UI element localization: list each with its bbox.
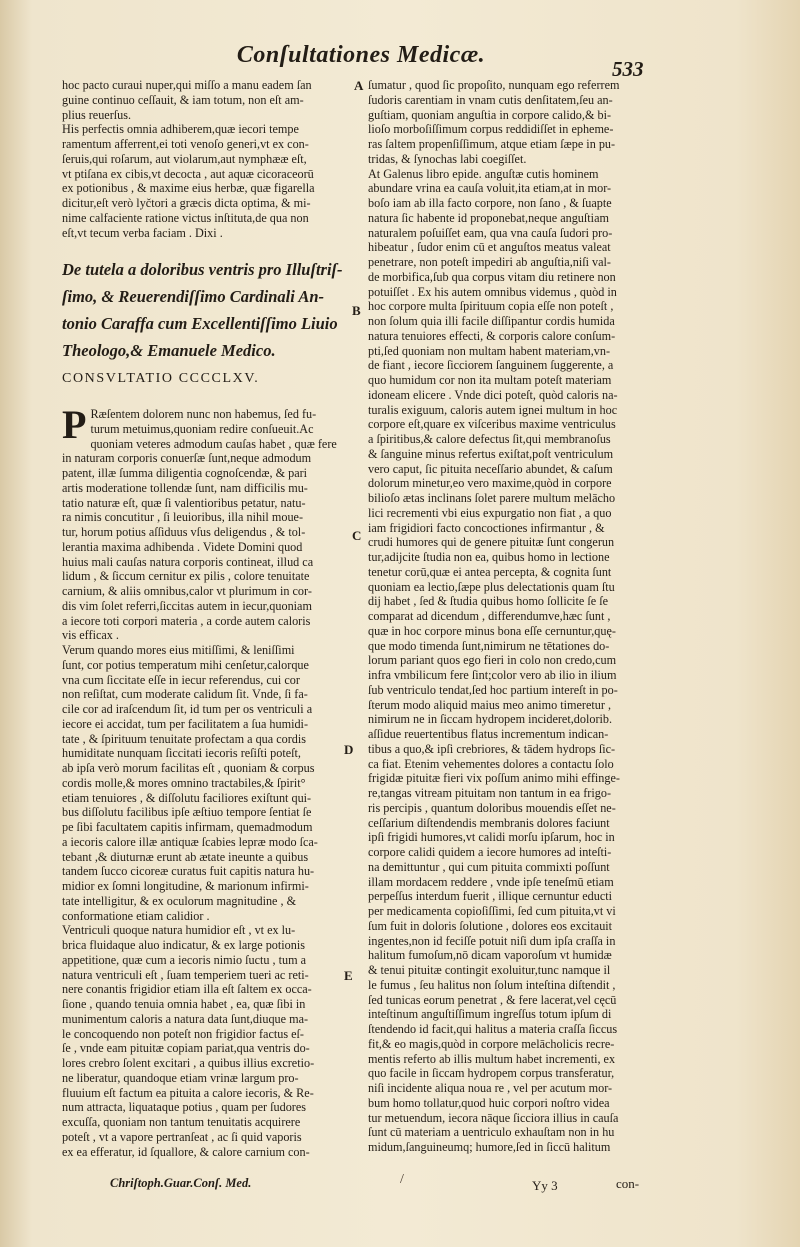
text-line: non reſiſtat, cum moderate calidum ſit. Vnde, ſi fa- bbox=[62, 687, 308, 702]
text-line: que modo timenda ſunt,nimirum ne tētationes do- bbox=[368, 638, 610, 653]
text-line: ſione , quando tenuia omnia habet , ea, quæ ſibi in bbox=[62, 997, 306, 1011]
text-line: ab ipſa verò morum facilitas eſt , quoniam & corpus bbox=[62, 761, 315, 775]
text-line: tate intelligitur, & ex oculorum magnitudine , & bbox=[62, 893, 297, 908]
text-line: quo humidum cor non ita multam poteſt materiam bbox=[368, 373, 612, 387]
text-line: naturalem poſuiſſet eam, qua vna cauſa ſudori pro- bbox=[368, 225, 613, 240]
text-line: illam mordacem reddere , vnde ipſe teneſmū etiam bbox=[368, 874, 614, 889]
heading-line: De tutela a doloribus ventris pro Illuſtriſ- bbox=[62, 260, 343, 280]
text-line: vis efficax . bbox=[62, 628, 119, 643]
text-line: plius reuerſus. bbox=[62, 107, 132, 122]
gathering-signature: Yy 3 bbox=[532, 1178, 558, 1193]
left-column bbox=[62, 78, 352, 1159]
text-line: tandem ſucco cicoreæ curatus fuit capitis natura hu- bbox=[62, 864, 315, 879]
text-line: halitum fumoſum,nō dicam vaporoſum vt humidæ bbox=[368, 948, 612, 963]
text-line: quo facile in ſiccam hydropem corpus transferatur, bbox=[368, 1066, 615, 1081]
text-line: de fiant , iecore ſicciorem ſanguinem ſuggerente, a bbox=[368, 358, 614, 373]
margin-letter-c: C bbox=[352, 528, 362, 543]
text-line: idoneam elicere . Vnde dici poteſt, quòd caloris na- bbox=[368, 387, 618, 402]
text-line: hoc pacto curaui nuper,qui miſſo a manu eadem ſan bbox=[62, 78, 312, 92]
text-line: le fumus , ſeu halitus non ſolum inteſtina diſtendit , bbox=[368, 977, 616, 992]
consultatio-label: CONSVLTATIO CCCCLXV. bbox=[62, 371, 260, 387]
text-line: lerantia maxima adhibenda . Videte Domini quod bbox=[62, 539, 303, 554]
left-body-text bbox=[62, 402, 352, 1159]
text-line: inteſtinum anguſtiſſimum ingreſſus totum ipſum di bbox=[368, 1007, 612, 1022]
catchword: con- bbox=[616, 1176, 640, 1191]
text-line: cordis molle,& mores omnino tractabiles,& ſpirit° bbox=[62, 775, 306, 790]
text-line: ſumatur , quod ſic propoſito, nunquam ego referrem bbox=[368, 78, 620, 92]
text-line: lioſo morboſiſſimum corpus reddidiſſet in epheme- bbox=[368, 122, 614, 137]
text-line: excuſſa, quoniam non tantum tenuitatis acquirere bbox=[62, 1115, 301, 1129]
text-line: conformatione etiam calidior . bbox=[62, 908, 210, 923]
text-line: infra vmbilicum fere ſint;color vero ab ilio in ilium bbox=[368, 668, 617, 682]
text-line: tur metuendum, iecora nāque ſicciora illius in cauſa bbox=[368, 1110, 619, 1125]
text-line: ſeruis,qui roſarum, aut violarum,aut nymphææ eſt, bbox=[62, 151, 307, 166]
text-line: hibeatur , ſudor enim cū et anguſtos meatus valeat bbox=[368, 240, 611, 255]
text-line: a iecoris calore illæ antiquæ ſcabies lepræ modo ſca- bbox=[62, 834, 318, 849]
text-line: pti,ſed quoniam non multam habent materiam,vn- bbox=[368, 343, 611, 358]
text-line: fit,& eo magis,quòd in corpore melācholicis recre- bbox=[368, 1036, 615, 1051]
text-line: ipſi frigidi humores,vt calidi morſu ipſarum, hoc in bbox=[368, 830, 615, 845]
text-line: de morbifica,ſub qua corpus vitam diu retinere non bbox=[368, 269, 616, 284]
text-line: tur, horum potius aſſiduus vſus deligendus , & tol- bbox=[62, 525, 306, 539]
text-line: ca fiat. Etenim vehementes dolores a contactu ſolo bbox=[368, 756, 614, 771]
text-line: nimirum ne in ſiccam hydropem incideret,dolorib. bbox=[368, 712, 613, 727]
margin-letter-e: E bbox=[344, 968, 353, 983]
heading-line: tonio Caraffa cum Excellentiſſimo Liuio bbox=[62, 314, 338, 334]
heading-line: ſimo, & Reuerendiſſimo Cardinali An- bbox=[62, 287, 325, 307]
text-line: ſudoris carentiam in vnam cutis denſitatem,ſeu an- bbox=[368, 92, 613, 107]
text-line: huius mali cauſas natura corporis contineat, illud ca bbox=[62, 554, 314, 569]
text-line: lidum , & ſiccum cernitur ex pilis , colore tenuitate bbox=[62, 569, 310, 584]
text-line: ras ſaltem propenſiſſimum, atque etiam ſæpe in pu- bbox=[368, 137, 616, 151]
text-line: re,tangas vitream pituitam non tantum in ea frigo- bbox=[368, 786, 612, 800]
heading-line: Theologo,& Emanuele Medico. bbox=[62, 341, 276, 361]
page-number: 533 bbox=[612, 57, 644, 81]
running-header-title: Conſultationes Medicæ. bbox=[236, 42, 486, 68]
text-line: natura tenuiores effecti, & corporis calore conſum- bbox=[368, 328, 616, 343]
margin-letter-d: D bbox=[344, 742, 354, 757]
text-line: quoniam ea lectio,ſæpe plus delectationis quam ſtu bbox=[368, 579, 615, 594]
text-line: nime calfaciente ratione victus inſtituta,de qua non bbox=[62, 210, 309, 225]
text-line: ſunt cū materiam a uentriculo exhauſtam non in hu bbox=[368, 1125, 615, 1140]
text-line: ſub ventriculo tendat,ſed hoc partium intereſt in po- bbox=[368, 682, 618, 697]
text-line: hoc corpore multa ſpirituum copia eſſe non poteſt , bbox=[368, 299, 614, 314]
text-line: ra nimis concutitur , ſi leuioribus, illa nihil moue- bbox=[62, 510, 304, 525]
text-line: etiam tenuiores , & diſſolutu faciliores exiſtunt qui- bbox=[62, 790, 312, 805]
text-line: comparat ad dicendum , differendumve,hæc ſunt , bbox=[368, 609, 611, 623]
mid-footer-mark: / bbox=[400, 1172, 404, 1187]
text-line: a iecore toti corpori materia , a corde autem caloris bbox=[62, 613, 311, 628]
text-line: iam frigidiori facto concoctiones infirmantur , & bbox=[368, 520, 605, 535]
text-line: ex potionibus , & maxime eius herbæ, quæ figarella bbox=[62, 181, 315, 196]
text-line: cile cor ad iraſcendum ſit, id tum per os ventriculi a bbox=[62, 702, 313, 716]
text-line: ſum fuit in doloris ſolutione , dolores eos excitauit bbox=[368, 918, 613, 933]
text-line: num attracta, liquataque potius , quam per ſudores bbox=[62, 1100, 307, 1115]
text-line: natura ſic habente id proponebat,neque anguſtiam bbox=[368, 210, 609, 225]
text-line: vero caput, ſic pituita neceſſario abundet, & caſum bbox=[368, 461, 613, 476]
text-line: vna cum ſiccitate eſſe in iecur referendus, cui cor bbox=[62, 672, 300, 687]
text-line: carnium, & aliis omnibus,calor vt plurimum in cor- bbox=[62, 584, 312, 598]
text-line: patent, illæ ſumma diligentia cognoſcendæ, & pari bbox=[62, 466, 308, 480]
text-line: nere conantis frigidior etiam illa eſt ſaltem ex occa- bbox=[62, 982, 312, 997]
text-line: aſſidue reuertentibus flatus incrementum indican- bbox=[368, 727, 609, 741]
right-body-text bbox=[368, 78, 680, 1155]
text-line: ramentum afferrent,ei toti venoſo generi,vt ex con- bbox=[62, 137, 309, 151]
text-line: poteſt , vt a vapore pertranſeat , ac ſi quid vaporis bbox=[62, 1129, 302, 1144]
text-line: tate , & ſpirituum tenuitate profectam a qua cordis bbox=[62, 731, 307, 746]
text-line: At Galenus libro epide. anguſtæ cutis hominem bbox=[368, 166, 599, 181]
text-line: bilioſo ætas inclinans ſolet parere multum melācho bbox=[368, 491, 616, 505]
text-line: non ſolum quia illi facile diſſipantur cordis humida bbox=[368, 314, 615, 328]
text-line: crudi humores qui de genere pituitæ ſunt congerun bbox=[368, 535, 615, 550]
text-line: tibus a quo,& ipſi crebriores, & tādem hydrops ſic- bbox=[368, 741, 616, 756]
text-line: ingentes,non id feciſſe potuit niſi dum ipſa craſſa in bbox=[368, 933, 616, 948]
text-line: tridas, & ſynochas labi coegiſſet. bbox=[368, 151, 527, 166]
text-line: ceſſarium diſtendendis membranis dolores faciunt bbox=[368, 815, 610, 830]
text-line: humiditate nunquam ſiccitati iecoris reſiſti poteſt, bbox=[62, 746, 301, 761]
text-line: quoniam veteres admodum cauſas habet , quæ fere bbox=[90, 436, 337, 451]
text-line: munimentum caloris a natura data ſunt,diuque ma- bbox=[62, 1011, 309, 1026]
text-line: per medicamenta copioſiſſimi, ſed cum pituita,vt vi bbox=[368, 904, 616, 918]
text-line: frigidæ pituitæ fieri vix poſſum animo mihi effinge- bbox=[368, 771, 620, 786]
text-line: tenetur corū,quæ ei antea percepta, & cognita ſunt bbox=[368, 564, 612, 579]
text-line: a ſpiritibus,& calore defectus ſit,qui membranoſus bbox=[368, 432, 611, 446]
text-line: bus diſſolutu facilibus ipſe æſtiuo tempore ſentiat ſe bbox=[62, 805, 312, 820]
text-line: quæ in hoc corpore minus bona eſſe cernuntur,quę- bbox=[368, 623, 616, 638]
text-line: tatio naturæ eſt, quæ ſi valentioribus petatur, natu- bbox=[62, 495, 306, 510]
text-line: guſtiam, quoniam anguſtia in corpore calido,& bi- bbox=[368, 107, 612, 122]
text-line: iecore ei accidat, tum per facilitatem a ſua humidi- bbox=[62, 716, 309, 731]
text-line: potuiſſet . Ex his autem omnibus videmus , quòd in bbox=[368, 284, 617, 299]
text-line: turalis exiguum, caloris autem ignei multum in hoc bbox=[368, 402, 618, 417]
text-line: in naturam corporis conuerſæ ſunt,neque admodum bbox=[62, 451, 312, 466]
text-line: vt ptiſana ex cibis,vt decocta , aut aquæ cicoraceorū bbox=[62, 166, 314, 181]
text-line: ſtendendo id facit,qui halitus a materia craſſa ſiccus bbox=[368, 1022, 618, 1036]
text-line: brica fluidaque aluo indicatur, & ex large potionis bbox=[62, 938, 305, 952]
margin-letter-b: B bbox=[352, 303, 361, 318]
text-line: penetrare, non poteſt impediri ab anguſtia,niſi val- bbox=[368, 255, 611, 269]
text-line: perpeſſus interdum fuerit , illique cernuntur educti bbox=[368, 889, 613, 904]
text-line: appetitione, quæ cum a iecoris nimio ſuctu , tum a bbox=[62, 952, 307, 967]
text-line: ſterum modo aliquid maius meo animo timeretur , bbox=[368, 697, 612, 712]
text-line: Ræſentem dolorem nunc non habemus, ſed fu- bbox=[90, 407, 317, 421]
text-line: ſed tunicas eorum penetrat , & fere lacerat,vel cęcū bbox=[368, 992, 617, 1007]
text-line: natura ventriculi eſt , ſuam temperiem tueri ac reti- bbox=[62, 967, 309, 982]
text-line: tebant ,& diuturnæ erunt ab ætate ineunte a quibus bbox=[62, 849, 309, 864]
text-line: ſunt, cor potius temperatum mihi cenſetur,calorque bbox=[62, 657, 309, 672]
text-line: dolorum minetur,eo vero maxime,quòd in corpore bbox=[368, 476, 612, 491]
text-line: bum homo tollatur,quod huic corpori noſtro videa bbox=[368, 1095, 610, 1110]
text-line: lici recrementi vbi eius expurgatio non fiat , a quo bbox=[368, 505, 612, 520]
text-line: dis vim ſolet referri,ſiccitas autem in iecur,quoniam bbox=[62, 598, 312, 613]
text-line: His perfectis omnia adhiberem,quæ iecori tempe bbox=[62, 122, 299, 137]
text-line: dij habet , ſed & ſtudia quibus homo ſollicite ſe ſe bbox=[368, 594, 608, 609]
text-line: guine continuo ceſſauit, & iam totum, non eſt am- bbox=[62, 92, 304, 107]
text-line: fluuium eſt factum ea pituita a calore iecoris, & Re- bbox=[62, 1085, 314, 1100]
text-line: na demittuntur , qui cum pituita commixti poſſunt bbox=[368, 859, 610, 874]
margin-letter-a: A bbox=[354, 78, 364, 93]
text-line: boſo iam ab illa facto corpore, non ſano , & ſuapte bbox=[368, 196, 612, 210]
text-line: tur,adijcite ſtudia non ea, quibus homo in lectione bbox=[368, 550, 610, 564]
text-line: pe ſibi facultatem capitis infirmam, quemadmodum bbox=[62, 820, 313, 834]
text-line: le concoquendo non poteſt non frigidior factus eſ- bbox=[62, 1026, 304, 1041]
printer-signature: Chriſtoph.Guar.Conſ. Med. bbox=[110, 1176, 252, 1190]
text-line: artis moderatione tollendæ ſunt, nam difficilis mu- bbox=[62, 480, 308, 495]
text-line: lores crebro ſolent excitari , a quibus illius excretio- bbox=[62, 1056, 315, 1070]
text-line: & ſanguine minus refertus exiſtat,poſt ventriculum bbox=[368, 446, 614, 461]
article-heading bbox=[62, 256, 352, 364]
left-top-paragraph bbox=[62, 78, 352, 240]
text-line: mentis referto ab illis multum habet incrementi, ex bbox=[368, 1051, 616, 1066]
text-line: ſe , vnde eam pituitæ copiam pariat,qua ventris do- bbox=[62, 1041, 310, 1056]
text-line: dicitur,eſt verò lyčtori a græcis dicta optima, & mi- bbox=[62, 196, 311, 210]
text-line: eſt,vt tecum verba faciam . Dixi . bbox=[62, 225, 223, 240]
text-line: abundare vrina ea cauſa voluit,ita etiam,at in mor- bbox=[368, 181, 612, 196]
text-line: niſi incidente aliqua noua re , vel per acutum mor- bbox=[368, 1081, 613, 1095]
text-line: corpore calidi quidem a iecore humores ad inteſti- bbox=[368, 845, 612, 859]
text-line: turum metuimus,quoniam redire conſueuit.Ac bbox=[90, 421, 314, 436]
text-line: midior ex ſomni longitudine, & marionum infirmi- bbox=[62, 879, 309, 893]
text-line: corpore eſt,quare ex viſceribus maxime ventriculus bbox=[368, 417, 616, 432]
text-line: midum,ſanguineumq; humore,ſed in ſiccū halitum bbox=[368, 1140, 611, 1154]
text-line: ne liberatur, quandoque etiam vrinæ largum pro- bbox=[62, 1070, 299, 1085]
text-line: lorum pariant quos ego fieri in colo non credo,cum bbox=[368, 653, 617, 668]
text-line: ex ea efferatur, id ſquallore, & calore carnium con- bbox=[62, 1144, 310, 1159]
text-line: ris percipis , quantum doloribus mouendis eſſet ne- bbox=[368, 800, 616, 815]
text-line: Verum quando mores eius mitiſſimi, & leniſſimi bbox=[62, 643, 295, 657]
text-line: Ventriculi quoque natura humidior eſt , vt ex lu- bbox=[62, 923, 296, 938]
right-column bbox=[368, 78, 680, 1155]
text-line: & tenui pituitæ contingit exoluitur,tunc namque il bbox=[368, 963, 611, 977]
drop-cap: P bbox=[62, 402, 87, 447]
